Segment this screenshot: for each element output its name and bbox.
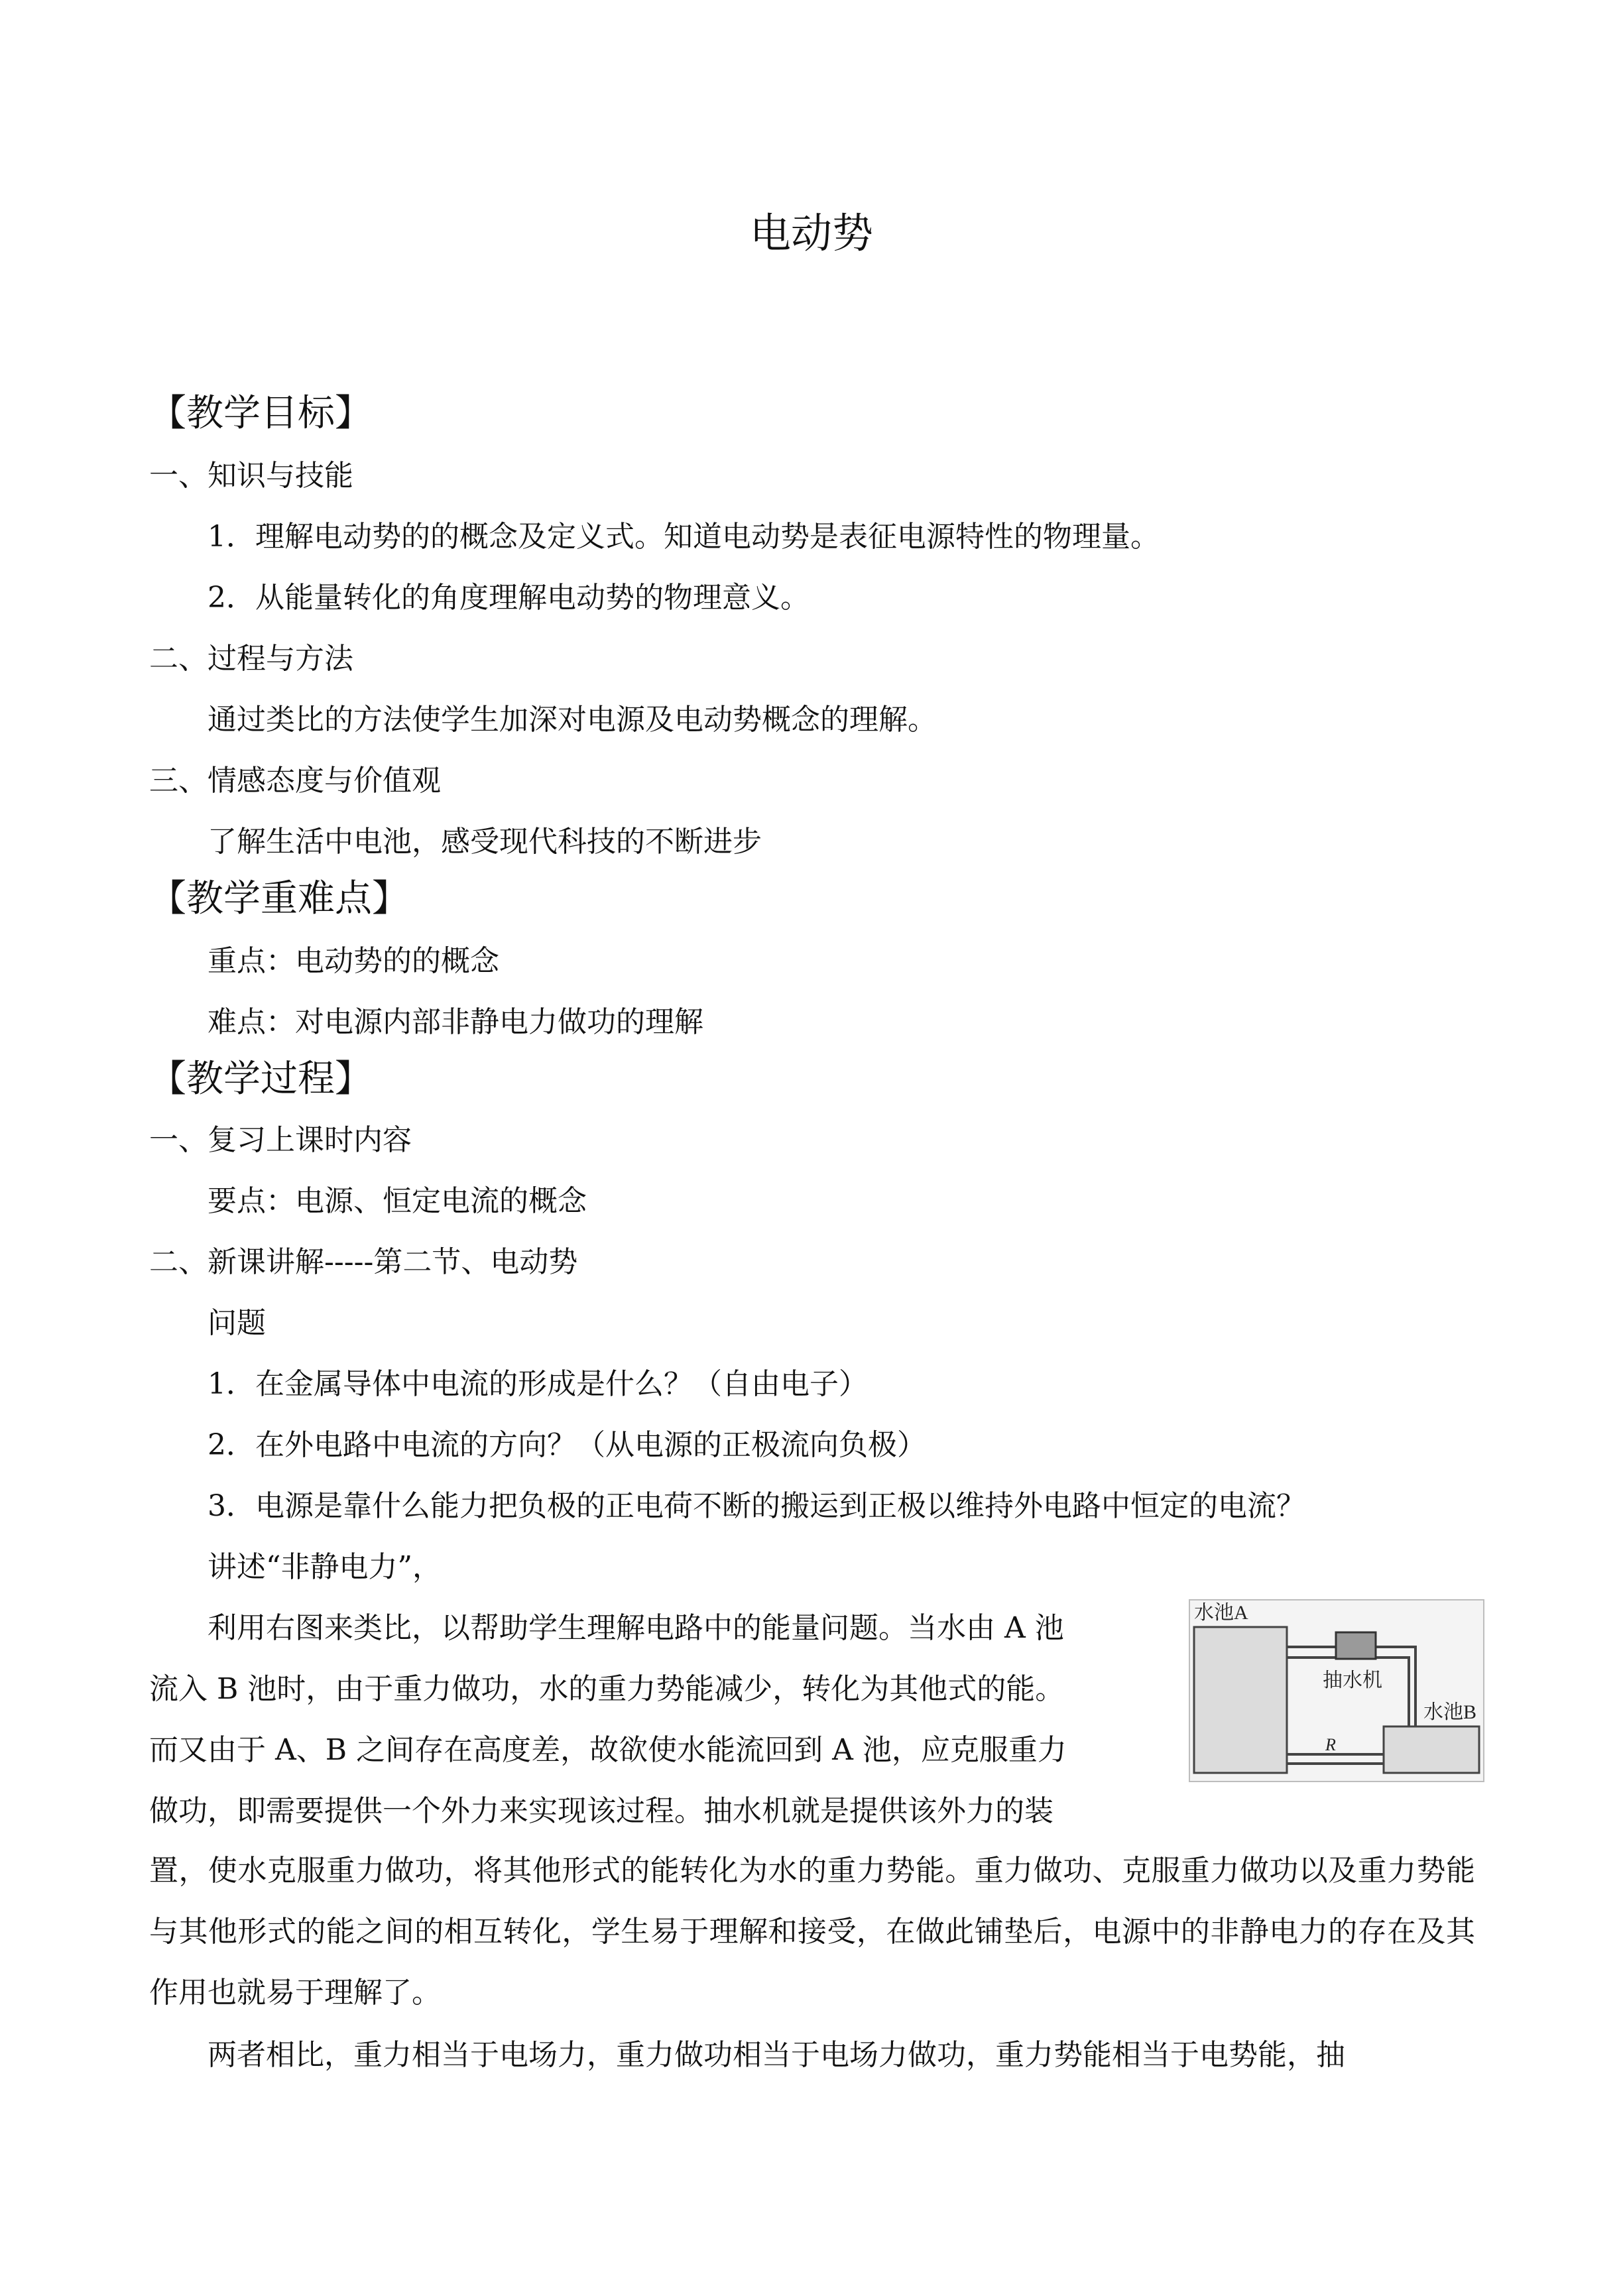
process-text: 通过类比的方法使学生加深对电源及电动势概念的理解。	[208, 703, 937, 737]
section-knowledge-title: 一、知识与技能	[149, 459, 353, 493]
difficulty-heading: 【教学重难点】	[149, 877, 409, 920]
question-2: 2．在外电路中电流的方向？（从电源的正极流向负极）	[208, 1428, 926, 1462]
tank-b	[1384, 1726, 1479, 1773]
narrate-text: 讲述“非静电力”，	[208, 1550, 442, 1584]
review-text: 要点：电源、恒定电流的概念	[208, 1184, 587, 1218]
lower-pipe	[1287, 1754, 1384, 1764]
analogy-line-2: 流入 B 池时，由于重力做功，水的重力势能减少，转化为其他式的能。	[149, 1672, 1065, 1706]
label-tank-b: 水池B	[1423, 1701, 1477, 1723]
water-pump-figure	[1189, 1599, 1484, 1782]
comparison-paragraph: 两者相比，重力相当于电场力，重力做功相当于电场力做功，重力势能相当于电势能，抽	[208, 2038, 1345, 2072]
question-1: 1．在金属导体中电流的形成是什么？（自由电子）	[208, 1367, 868, 1401]
label-pump: 抽水机	[1323, 1669, 1382, 1691]
objectives-heading: 【教学目标】	[149, 392, 372, 435]
key-point: 重点：电动势的的概念	[208, 944, 499, 978]
process-heading: 【教学过程】	[149, 1057, 372, 1101]
analogy-line-4: 做功，即需要提供一个外力来实现该过程。抽水机就是提供该外力的装	[149, 1794, 1053, 1828]
question-label: 问题	[208, 1306, 266, 1340]
knowledge-item-1: 1．理解电动势的的概念及定义式。知道电动势是表征电源特性的物理量。	[208, 520, 1160, 554]
section-process-title: 二、过程与方法	[149, 642, 353, 676]
knowledge-item-2: 2．从能量转化的角度理解电动势的物理意义。	[208, 581, 810, 615]
water-pump-diagram	[1190, 1601, 1483, 1781]
tank-a	[1194, 1627, 1287, 1773]
attitude-text: 了解生活中电池，感受现代科技的不断进步	[208, 825, 762, 859]
label-tank-a: 水池A	[1194, 1602, 1248, 1624]
pump-box	[1336, 1632, 1376, 1659]
hard-point: 难点：对电源内部非静电力做功的理解	[208, 1005, 703, 1039]
section-attitude-title: 三、情感态度与价值观	[149, 764, 441, 798]
review-title: 一、复习上课时内容	[149, 1123, 412, 1157]
upper-pipe-inner	[1287, 1658, 1409, 1726]
question-3: 3．电源是靠什么能力把负极的正电荷不断的搬运到正极以维持外电路中恒定的电流？	[208, 1489, 1305, 1523]
new-lesson-title: 二、新课讲解-----第二节、电动势	[149, 1245, 578, 1279]
page-title: 电动势	[749, 209, 873, 257]
analogy-paragraph: 置，使水克服重力做功，将其他形式的能转化为水的重力势能。重力做功、克服重力做功以及重力势能与其他形式的能之间的相互转化，学生易于理解和接受，在做此铺垫后，电源中的非静电力的存在及其作用也就易于理解了。	[149, 1854, 1475, 2010]
analogy-line-3: 而又由于 A、B 之间存在高度差，故欲使水能流回到 A 池，应克服重力	[149, 1733, 1067, 1767]
label-r: R	[1325, 1735, 1336, 1754]
analogy-line-1: 利用右图来类比，以帮助学生理解电路中的能量问题。当水由 A 池	[208, 1611, 1064, 1645]
